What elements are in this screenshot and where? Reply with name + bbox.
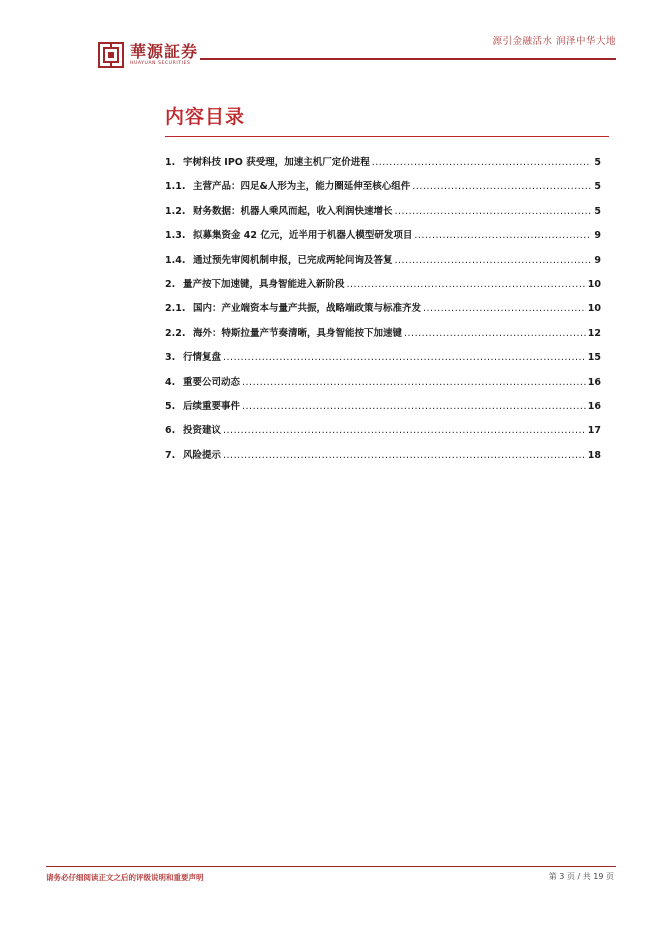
toc-entry-5[interactable] — [165, 252, 601, 276]
toc-dot-leader — [223, 425, 586, 436]
toc-entry-13[interactable] — [165, 447, 601, 471]
company-logo — [98, 40, 198, 70]
toc-dot-leader — [242, 377, 586, 388]
toc-dot-leader — [372, 157, 591, 168]
toc-entry-number: 2.2. — [165, 327, 186, 339]
toc-entry-title: 行情复盘 — [183, 352, 222, 364]
toc-entry-title: 通过预先审阅机制申报，已完成两轮问询及答复 — [193, 254, 393, 266]
toc-dot-leader — [223, 352, 586, 363]
toc-entry-title: 拟募集资金 42 亿元，近半用于机器人模型研发项目 — [193, 230, 413, 242]
toc-entry-11[interactable] — [165, 398, 601, 422]
toc-entry-title: 海外：特斯拉量产节奏清晰，具身智能按下加速键 — [193, 327, 403, 339]
toc-entry-number: 2.1. — [165, 303, 186, 315]
toc-entry-page: 9 — [594, 230, 601, 242]
toc-entry-page: 9 — [594, 254, 601, 266]
toc-entry-title: 量产按下加速键，具身智能进入新阶段 — [183, 278, 345, 290]
toc-entry-page: 17 — [587, 425, 601, 437]
toc-entry-3[interactable] — [165, 203, 601, 227]
toc-entry-page: 5 — [594, 157, 601, 168]
toc-dot-leader — [223, 450, 586, 461]
toc-entry-page: 10 — [587, 303, 601, 315]
toc-entry-number: 2. — [165, 278, 176, 290]
header-divider — [200, 58, 616, 60]
toc-entry-7[interactable] — [165, 300, 601, 324]
toc-dot-leader — [242, 401, 586, 412]
toc-entry-9[interactable] — [165, 349, 601, 373]
toc-entry-page: 10 — [587, 278, 601, 290]
toc-entry-page: 16 — [587, 376, 601, 388]
toc-entry-4[interactable] — [165, 227, 601, 251]
toc-entry-page: 12 — [587, 327, 601, 339]
toc-entry-page: 5 — [594, 181, 601, 193]
toc-list — [165, 154, 601, 471]
toc-entry-title: 风险提示 — [183, 449, 222, 461]
toc-entry-number: 4. — [165, 376, 176, 388]
toc-entry-number: 1. — [165, 157, 176, 168]
toc-entry-title: 宇树科技 IPO 获受理，加速主机厂定价进程 — [183, 157, 370, 168]
logo-name: 華源証券 — [130, 42, 199, 61]
toc-entry-number: 3. — [165, 352, 176, 364]
toc-entry-title: 后续重要事件 — [183, 400, 241, 412]
header-slogan: 源引金融活水 润泽中华大地 — [492, 36, 616, 47]
toc-title: 内容目录 — [165, 106, 246, 128]
logo-emblem-icon — [98, 42, 124, 68]
toc-entry-2[interactable] — [165, 178, 601, 202]
toc-entry-title: 重要公司动态 — [183, 376, 241, 388]
toc-entry-number: 6. — [165, 425, 176, 437]
toc-entry-1[interactable] — [165, 154, 601, 178]
toc-entry-number: 7. — [165, 449, 176, 461]
toc-dot-leader — [414, 230, 591, 241]
toc-entry-page: 16 — [587, 400, 601, 412]
page-header — [0, 0, 662, 80]
page-number: 第 3 页 / 共 19 页 — [548, 872, 614, 881]
toc-dot-leader — [423, 303, 586, 314]
toc-entry-12[interactable] — [165, 422, 601, 446]
toc-title-divider — [165, 136, 609, 137]
toc-entry-10[interactable] — [165, 374, 601, 398]
toc-entry-page: 15 — [587, 352, 601, 364]
footer-disclaimer: 请务必仔细阅读正文之后的评级说明和重要声明 — [46, 873, 204, 882]
toc-entry-number: 5. — [165, 400, 176, 412]
toc-entry-8[interactable] — [165, 325, 601, 349]
toc-entry-page: 18 — [587, 449, 601, 461]
toc-dot-leader — [404, 328, 586, 339]
logo-subtitle: HUAYUAN SECURITIES — [130, 61, 191, 66]
toc-entry-number: 1.3. — [165, 230, 186, 242]
toc-entry-title: 投资建议 — [183, 425, 222, 437]
toc-entry-number: 1.4. — [165, 254, 186, 266]
toc-entry-page: 5 — [594, 205, 601, 217]
toc-entry-title: 国内：产业端资本与量产共振，战略端政策与标准齐发 — [193, 303, 422, 315]
toc-entry-number: 1.1. — [165, 181, 186, 193]
toc-dot-leader — [395, 206, 591, 217]
toc-entry-6[interactable] — [165, 276, 601, 300]
toc-entry-title: 财务数据：机器人乘风而起，收入利润快速增长 — [193, 205, 393, 217]
footer-divider — [46, 866, 616, 867]
toc-entry-title: 主营产品：四足&人形为主，能力圈延伸至核心组件 — [193, 181, 411, 193]
toc-dot-leader — [412, 181, 591, 192]
toc-dot-leader — [347, 279, 586, 290]
toc-entry-number: 1.2. — [165, 205, 186, 217]
toc-dot-leader — [395, 255, 591, 266]
